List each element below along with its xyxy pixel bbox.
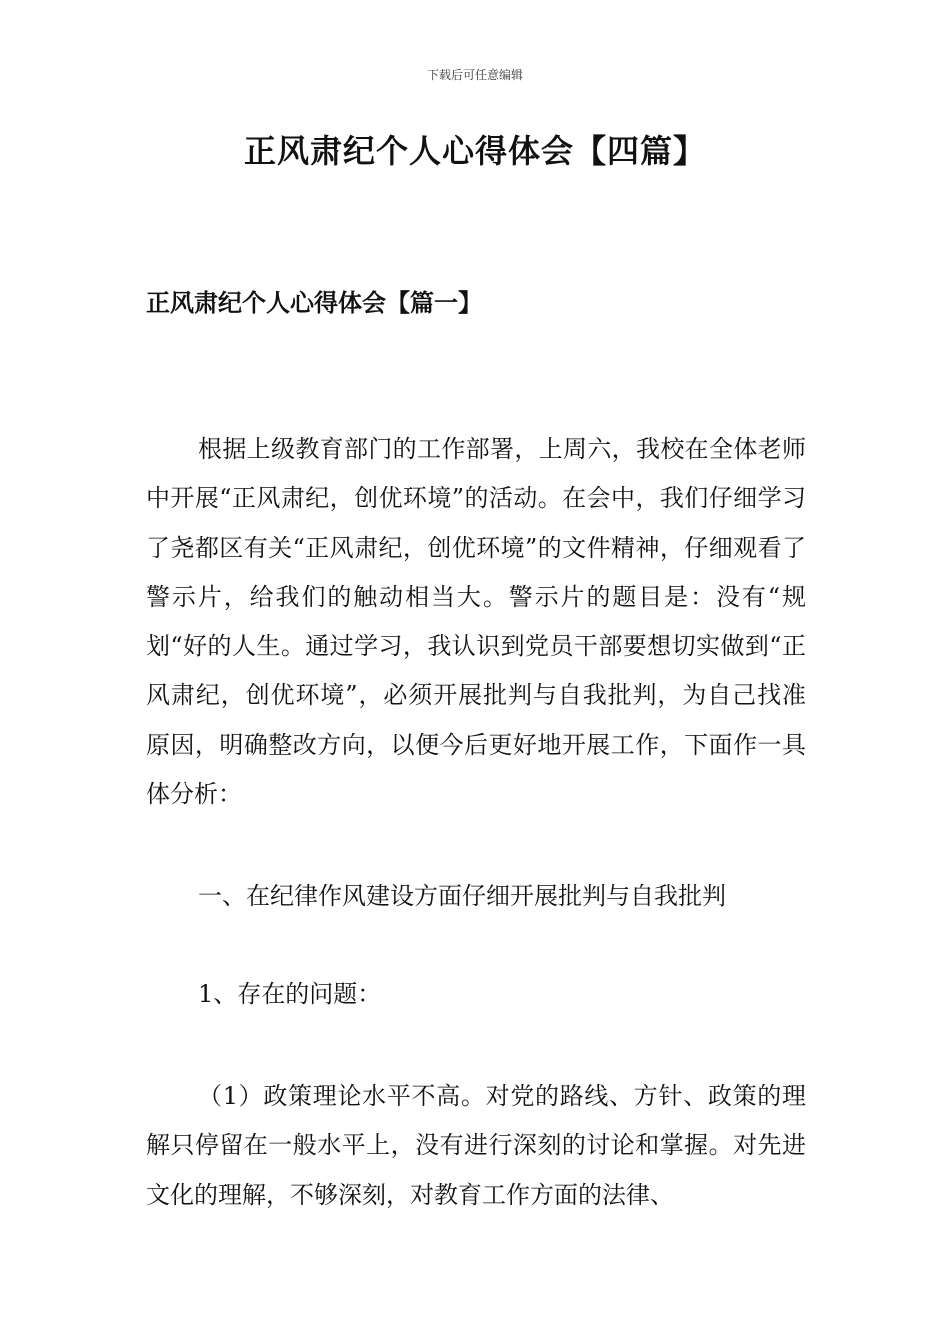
section-title: 正风肃纪个人心得体会【篇一】 <box>146 288 482 317</box>
subsection-heading: 一、在纪律作风建设方面仔细开展批判与自我批判 <box>198 882 726 910</box>
subsection-item-heading: 1、存在的问题： <box>198 980 382 1008</box>
body-paragraph: （1）政策理论水平不高。对党的路线、方针、政策的理解只停留在一般水平上，没有进行深刻的讨论和掌握。对先进文化的理解，不够深刻，对教育工作方面的法律、 <box>146 1082 806 1209</box>
header-note: 下载后可任意编辑 <box>426 68 523 82</box>
document-title: 正风肃纪个人心得体会【四篇】 <box>243 132 706 170</box>
body-paragraph: 根据上级教育部门的工作部署，上周六，我校在全体老师中开展“正风肃纪，创优环境”的活动。在会中，我们仔细学习了尧都区有关“正风肃纪，创优环境”的文件精神，仔细观看了警示片，给我们的触动相当大。警示片的题目是：没有“规划“好的人生。通过学习，我认识到党员干部要想切实做到“正风肃纪，创优环境”，必须开展批判与自我批判，为自己找准原因，明确整改方向，以便今后更好地开展工作，下面作一具体分析： <box>146 435 806 809</box>
